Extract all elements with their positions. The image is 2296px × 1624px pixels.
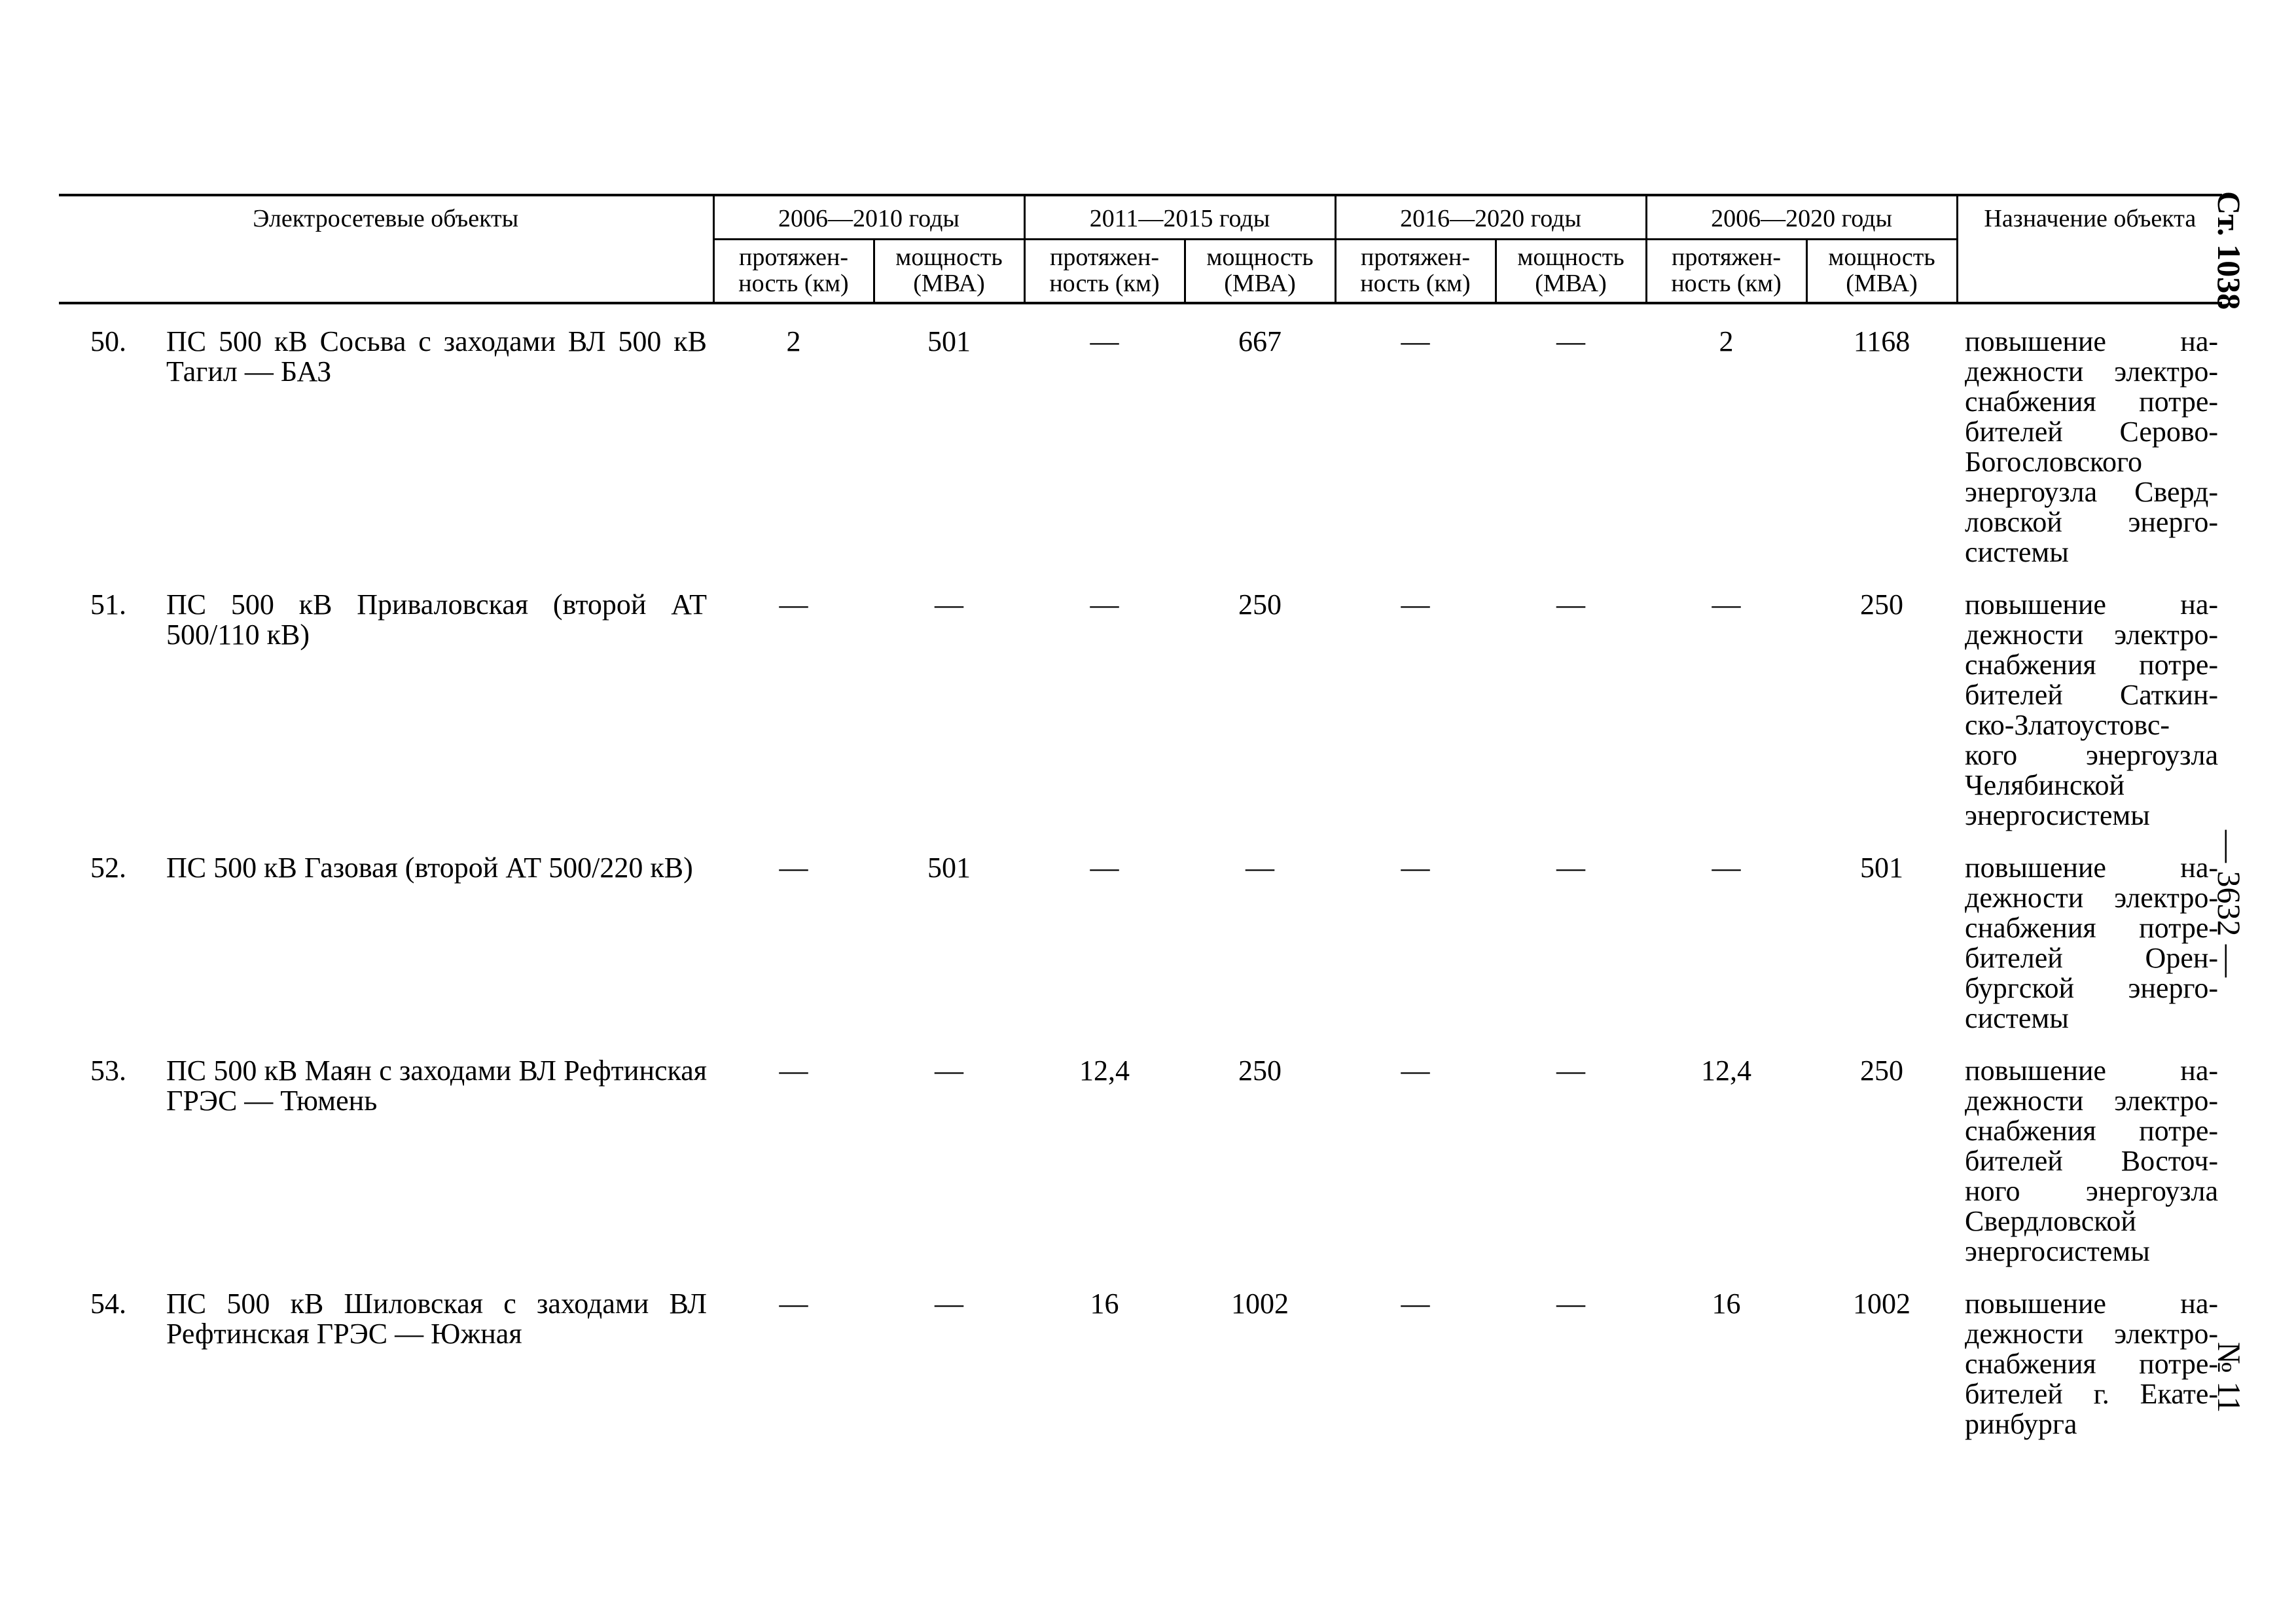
row-number: 50. [90,325,126,357]
object-name: ПС 500 кВ Маян с заходами ВЛ Рефтинская ГРЭС — Тюмень [166,1055,707,1117]
header-row-periods [59,195,2222,240]
power-value: 250 [1238,1055,1282,1087]
purpose-line: кого энергоузла [1965,739,2219,771]
object-cell [59,304,713,387]
purpose-line: снабжения потре- [1965,1115,2219,1147]
length-value: — [779,852,808,884]
length-value: 2 [786,325,801,357]
power-value: 501 [1860,852,1904,884]
length-value: — [1090,588,1119,621]
power-value: 501 [927,325,971,357]
object-name: ПС 500 кВ Шиловская с заходами ВЛ Рефтинская ГРЭС — Южная [166,1288,707,1350]
length-value: — [1401,1288,1430,1320]
purpose-line: Свердловской [1965,1205,2136,1237]
object-cell [59,1034,713,1116]
power-value: 501 [927,852,971,884]
length-value: 16 [1712,1288,1741,1320]
object-name: ПС 500 кВ Газовая (второй АТ 500/220 кВ) [166,852,693,884]
purpose-line: ного энергоузла [1965,1175,2219,1207]
purpose-cell [1957,1267,2222,1439]
purpose-line: Челябинской [1965,769,2125,801]
row-number: 51. [90,588,126,621]
header-object: Электросетевые объекты [59,195,713,303]
purpose-line: повышение на- [1965,325,2219,357]
power-value: — [935,1288,963,1320]
row-number: 53. [90,1055,126,1087]
table-body [59,303,2222,1439]
purpose-line: дежности электро- [1965,355,2219,388]
length-value: — [779,1288,808,1320]
header-length: протяжен- ность (км) [1024,240,1185,304]
purpose-line: бителей Саткин- [1965,679,2219,711]
header-power: мощность (МВА) [1496,240,1646,304]
purpose-line: дежности электро- [1965,882,2219,914]
purpose-cell [1957,568,2222,831]
purpose-line: бургской энерго- [1965,972,2219,1004]
purpose-line: дежности электро- [1965,1318,2219,1350]
header-power: мощность (МВА) [1806,240,1957,304]
power-value: 1002 [1231,1288,1289,1320]
header-length: протяжен- ность (км) [713,240,874,304]
header-purpose: Назначение объекта [1957,195,2222,303]
purpose-line: повышение на- [1965,1288,2219,1320]
page-number: — 3632 — [2211,830,2248,977]
length-value: — [1090,325,1119,357]
length-value: — [1712,852,1741,884]
length-value: — [1401,325,1430,357]
power-value: 1168 [1853,325,1910,357]
length-value: — [1401,852,1430,884]
purpose-line: бителей Серово- [1965,416,2219,448]
row-number: 54. [90,1288,126,1320]
purpose-line: дежности электро- [1965,619,2219,651]
purpose-cell [1957,1034,2222,1267]
power-value: — [1556,588,1586,621]
object-name: ПС 500 кВ Сосьва с заходами ВЛ 500 кВ Тагил — БАЗ [166,325,707,388]
table-row [59,831,2222,1034]
header-period: 2006—2020 годы [1646,195,1957,240]
header-power: мощность (МВА) [1185,240,1335,304]
purpose-line: системы [1965,1002,2069,1034]
power-value: 250 [1860,1055,1904,1087]
power-value: — [1556,1288,1586,1320]
header-length: протяжен- ность (км) [1335,240,1496,304]
power-value: 667 [1238,325,1282,357]
length-value: — [1401,588,1430,621]
purpose-line: энергосистемы [1965,799,2150,831]
length-value: — [1401,1055,1430,1087]
length-value: — [1090,852,1119,884]
power-value: — [1556,1055,1586,1087]
table-row [59,303,2222,568]
purpose-line: снабжения потре- [1965,386,2219,418]
power-value: 1002 [1853,1288,1911,1320]
length-value: 12,4 [1701,1055,1752,1087]
purpose-line: ловской энерго- [1965,506,2219,538]
length-value: — [779,1055,808,1087]
issue-number: № 11 [2211,1342,2248,1413]
issue-label: Ст. 1038 [2211,191,2248,310]
table-row [59,1267,2222,1439]
power-value: — [1556,852,1586,884]
power-grid-objects-table [59,194,2222,1439]
object-name: ПС 500 кВ Приваловская (второй АТ 500/110 кВ) [166,588,707,651]
length-value: — [1712,588,1741,621]
purpose-line: снабжения потре- [1965,912,2219,944]
table-row [59,1034,2222,1267]
row-number: 52. [90,852,126,884]
header-period: 2011—2015 годы [1024,195,1335,240]
purpose-line: повышение на- [1965,588,2219,621]
purpose-line: ско-Златоустовс- [1965,709,2170,741]
purpose-line: Богословского [1965,446,2142,478]
purpose-line: повышение на- [1965,852,2219,884]
purpose-line: ринбурга [1965,1408,2077,1440]
header-period: 2016—2020 годы [1335,195,1646,240]
power-value: — [1246,852,1275,884]
purpose-line: энергосистемы [1965,1235,2150,1267]
purpose-line: бителей Восточ- [1965,1145,2219,1177]
power-value: — [1556,325,1586,357]
table-row [59,568,2222,831]
power-value: — [935,588,963,621]
length-value: 2 [1719,325,1734,357]
purpose-line: снабжения потре- [1965,1348,2219,1380]
header-period: 2006—2010 годы [713,195,1024,240]
purpose-line: бителей Орен- [1965,942,2219,974]
object-cell [59,568,713,650]
purpose-line: повышение на- [1965,1055,2219,1087]
power-value: — [935,1055,963,1087]
purpose-line: энергоузла Сверд- [1965,476,2219,508]
header-power: мощность (МВА) [874,240,1024,304]
purpose-line: бителей г. Екате- [1965,1378,2219,1410]
length-value: — [779,588,808,621]
purpose-line: дежности электро- [1965,1085,2219,1117]
power-value: 250 [1860,588,1904,621]
purpose-line: системы [1965,536,2069,568]
purpose-cell [1957,303,2222,568]
purpose-cell [1957,831,2222,1034]
length-value: 16 [1090,1288,1119,1320]
purpose-line: снабжения потре- [1965,649,2219,681]
object-cell [59,1267,713,1349]
object-cell [59,831,713,883]
header-length: протяжен- ность (км) [1646,240,1806,304]
power-value: 250 [1238,588,1282,621]
length-value: 12,4 [1079,1055,1130,1087]
